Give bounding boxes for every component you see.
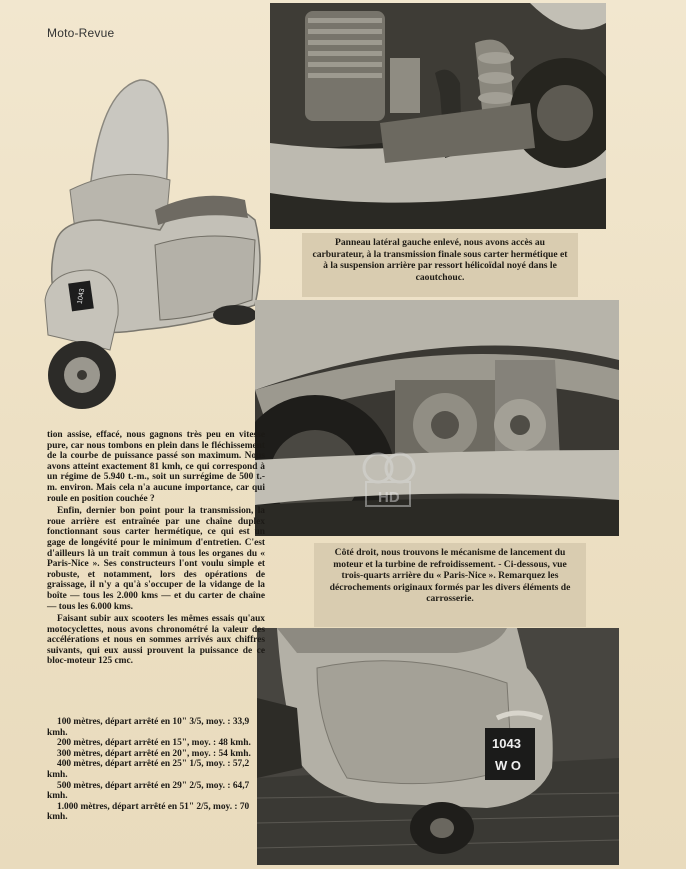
article-body [47, 430, 265, 669]
caption-engine-right: Côté droit, nous trouvons le mécanisme de lancement du moteur et la turbine de refroidissement. - Ci-dessous, vue trois-quarts arrière du « Paris-Nice ». Remarquez les décrochements originaux formés par les divers éléments de carrosserie. [314, 543, 586, 627]
time-row: 300 mètres, départ arrêté en 20", moy. : 54 kmh. [57, 748, 251, 759]
watermark-text: HD [378, 489, 400, 506]
scooter-rear-photo [257, 628, 619, 865]
time-row: 1.000 mètres, départ arrêté en 51" 2/5, moy. : 70 kmh. [47, 801, 250, 823]
rear-plate-line1: 1043 [492, 736, 521, 751]
hd-watermark [356, 448, 420, 512]
engine-right-photo [255, 300, 619, 536]
acceleration-times [47, 717, 265, 823]
rear-plate-line2: W O [495, 758, 521, 773]
engine-left-photo [270, 3, 606, 229]
time-row: 500 mètres, départ arrêté en 29" 2/5, moy. : 64,7 kmh. [47, 780, 250, 802]
time-row: 100 mètres, départ arrêté en 10" 3/5, moy. : 33,9 kmh. [47, 717, 250, 738]
caption-engine-left: Panneau latéral gauche enlevé, nous avons accès au carburateur, à la transmission finale sous carter hermétique et à la suspension arrière par ressort hélicoïdal noyé dans le caoutchouc. [302, 233, 578, 297]
time-row: 400 mètres, départ arrêté en 25" 1/5, moy. : 57,2 kmh. [47, 759, 250, 780]
scooter-front-photo [30, 70, 270, 415]
body-paragraph-3: Faisant subir aux scooters les mêmes essais qu'aux motocyclettes, nous avons chronométré la valeur des accélérations et nous en sommes arrivés aux chiffres suivants, qui eux aussi prouvent la puissance de ce bloc-moteur 125 cmc. [47, 614, 265, 667]
time-row: 200 mètres, départ arrêté en 15", moy. : 48 kmh. [57, 738, 251, 749]
page-header: Moto-Revue [47, 26, 115, 40]
body-paragraph-1: tion assise, effacé, nous gagnons très peu en vitesse pure, car nous tombons en plein dans le fléchissement de la courbe de puissance passé son maximum. Nous avons atteint exactement 81 kmh, ce qui correspond à un régime de 5.940 t.-m., soit un surrégime de 500 t.-m. environ. Mais cela n'a aucune importance, car qui roule en position couchée ? [47, 430, 265, 504]
body-paragraph-2: Enfin, dernier bon point pour la transmission, la roue arrière est entraînée par une chaîne duplex fonctionnant sous carter hermétique, ce qui est un gage de longévité pour le minimum d'entretien. C'est d'ailleurs là un trait commun à tous les organes du « Paris-Nice ». Ses constructeurs l'ont voulu simple et robuste, et notamment, lors des opérations de graissage, il n'y a qu'à s'occuper de la vidange de la boîte — tous les 2.000 kms — et du carter de chaîne — tous les 6.000 kms. [47, 506, 265, 612]
front-plate-text: 1043 [76, 288, 87, 305]
